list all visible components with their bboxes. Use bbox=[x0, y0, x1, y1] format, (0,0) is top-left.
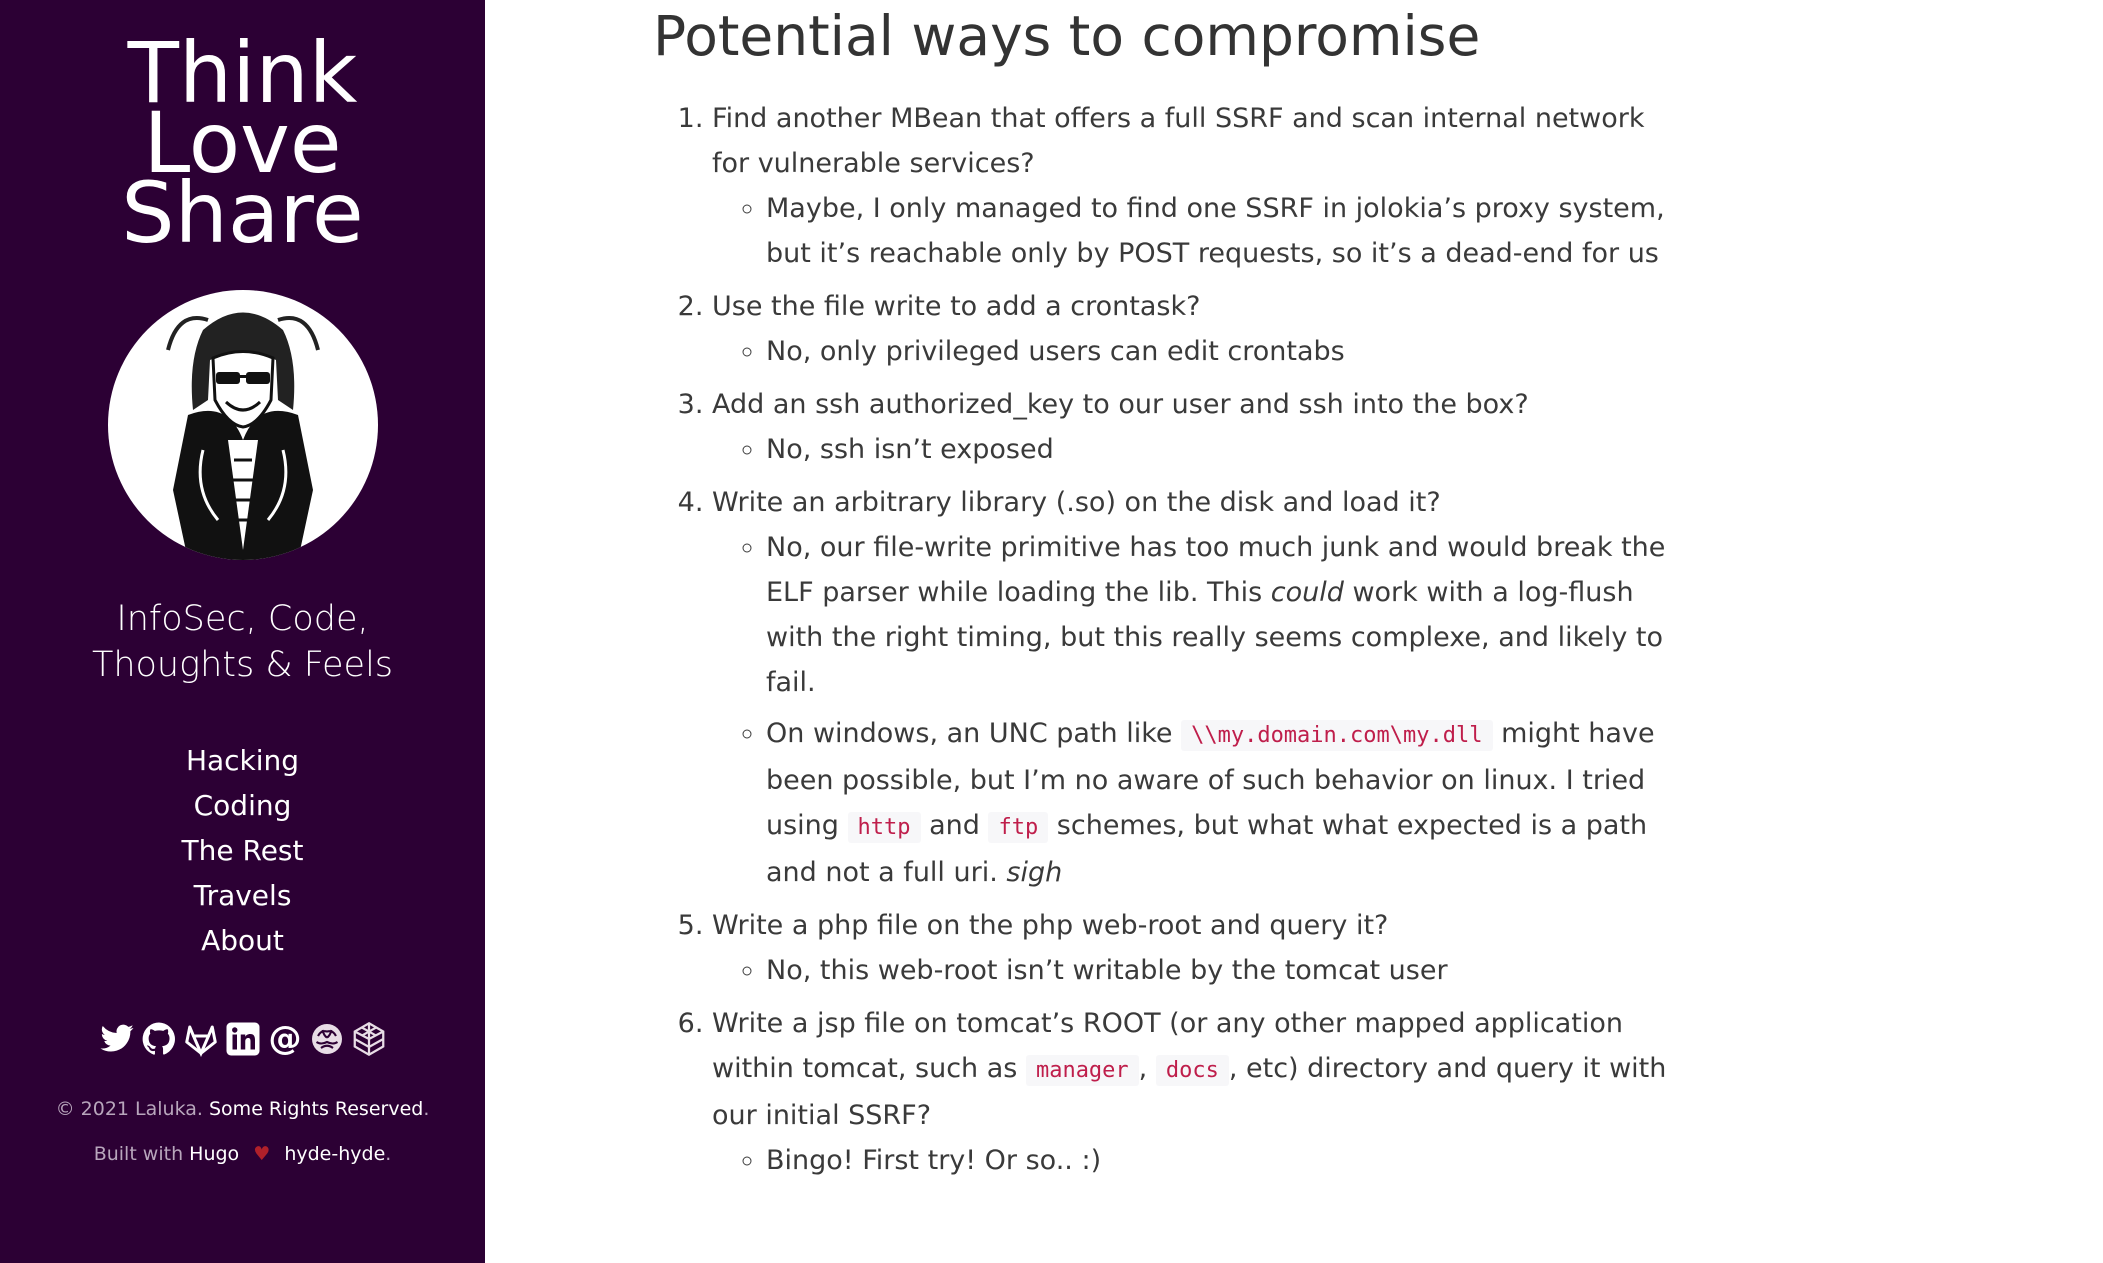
sub-text: No, our file-write primitive has too much junk and would break the ELF parser while loading the lib. This bbox=[766, 532, 1666, 608]
item-text: , etc) directory and query it with our initial SSRF? bbox=[712, 1053, 1667, 1131]
inline-code: docs bbox=[1156, 1055, 1229, 1086]
built-with-text: Built with bbox=[93, 1143, 184, 1165]
item-text: Write a jsp file on tomcat’s ROOT (or any other mapped application within tomcat, such as bbox=[712, 1008, 1624, 1084]
sub-item: ◦ Bingo! First try! Or so.. :) bbox=[766, 1138, 1672, 1183]
nav-link-travels[interactable]: Travels bbox=[193, 879, 292, 912]
site-title-line: Share bbox=[121, 164, 364, 262]
item-text: , bbox=[1138, 1053, 1156, 1084]
svg-text:@: @ bbox=[268, 1021, 301, 1057]
sub-text: might have been possible, but I’m no aware of such behavior on linux. I tried using bbox=[766, 718, 1655, 841]
emphasis: sigh bbox=[1006, 857, 1063, 888]
footer-period: . bbox=[423, 1098, 430, 1120]
nav-link-the-rest[interactable]: The Rest bbox=[181, 834, 304, 867]
list-item bbox=[712, 284, 1672, 374]
sub-item bbox=[766, 711, 1672, 895]
item-text: Write an arbitrary library (.so) on the disk and load it? bbox=[712, 487, 1441, 518]
sub-text: On windows, an UNC path like bbox=[766, 718, 1182, 749]
brain-icon[interactable] bbox=[309, 1018, 345, 1060]
sub-text: schemes, but what what expected is a path and not a full uri. bbox=[766, 810, 1648, 888]
site-title-line: Love bbox=[143, 94, 342, 192]
footer-built-with bbox=[0, 1143, 485, 1165]
email-icon[interactable] bbox=[267, 1018, 303, 1060]
footer-period: . bbox=[385, 1143, 392, 1165]
sub-item bbox=[766, 525, 1672, 705]
nav-link-coding[interactable]: Coding bbox=[193, 789, 292, 822]
list-item bbox=[712, 1001, 1672, 1183]
nav-link-hacking[interactable]: Hacking bbox=[185, 744, 300, 777]
inline-code: \\my.domain.com\my.dll bbox=[1181, 720, 1492, 751]
theme-link[interactable]: hyde-hyde bbox=[284, 1143, 386, 1165]
avatar bbox=[108, 290, 378, 560]
sub-item: ◦ No, only privileged users can edit crontabs bbox=[766, 329, 1672, 374]
gitlab-icon[interactable] bbox=[183, 1018, 219, 1060]
site-title-line: Think bbox=[127, 24, 358, 122]
list-item bbox=[712, 480, 1672, 895]
list-item bbox=[712, 903, 1672, 993]
avatar-illustration bbox=[108, 290, 378, 560]
emphasis: could bbox=[1270, 577, 1344, 608]
rights-link[interactable]: Some Rights Reserved bbox=[209, 1098, 424, 1120]
sub-item: ◦ Maybe, I only managed to find one SSRF in jolokia’s proxy system, but it’s reachable only by POST requests, so it’s a dead-end for us bbox=[766, 186, 1672, 276]
item-text: Find another MBean that offers a full SSRF and scan internal network for vulnerable services? bbox=[712, 103, 1645, 179]
inline-code: manager bbox=[1026, 1055, 1139, 1086]
site-tagline bbox=[0, 596, 485, 688]
sub-item: ◦ No, ssh isn’t exposed bbox=[766, 427, 1672, 472]
nav-link-about[interactable]: About bbox=[201, 924, 284, 957]
github-icon[interactable] bbox=[141, 1018, 177, 1060]
inline-code: http bbox=[848, 812, 921, 843]
item-text: Use the file write to add a crontask? bbox=[712, 291, 1201, 322]
twitter-icon[interactable] bbox=[99, 1018, 135, 1060]
tagline-line: InfoSec, Code, bbox=[116, 599, 369, 639]
section-heading: Potential ways to compromise bbox=[653, 4, 1481, 68]
inline-code: ftp bbox=[988, 812, 1048, 843]
copyright-text: © 2021 Laluka. bbox=[55, 1098, 203, 1120]
list-item bbox=[712, 96, 1672, 276]
compromise-list bbox=[653, 96, 1672, 1191]
cube-icon[interactable] bbox=[351, 1018, 387, 1060]
sidebar bbox=[0, 0, 485, 1263]
site-title[interactable] bbox=[0, 24, 485, 262]
sub-text: and bbox=[920, 810, 989, 841]
item-text: Write a php file on the php web-root and query it? bbox=[712, 910, 1389, 941]
sub-item: ◦ No, this web-root isn’t writable by the tomcat user bbox=[766, 948, 1672, 993]
sub-text: work with a log-flush with the right timing, but this really seems complexe, and likely to fail. bbox=[766, 577, 1664, 698]
tagline-line: Thoughts & Feels bbox=[91, 645, 394, 685]
social-links bbox=[0, 1018, 485, 1060]
heart-icon: ♥ bbox=[253, 1143, 271, 1165]
sidebar-nav bbox=[0, 738, 485, 963]
item-text: Add an ssh authorized_key to our user and ssh into the box? bbox=[712, 389, 1529, 420]
linkedin-icon[interactable] bbox=[225, 1018, 261, 1060]
hugo-link[interactable]: Hugo bbox=[189, 1143, 240, 1165]
footer-copyright bbox=[0, 1098, 485, 1120]
list-item bbox=[712, 382, 1672, 472]
